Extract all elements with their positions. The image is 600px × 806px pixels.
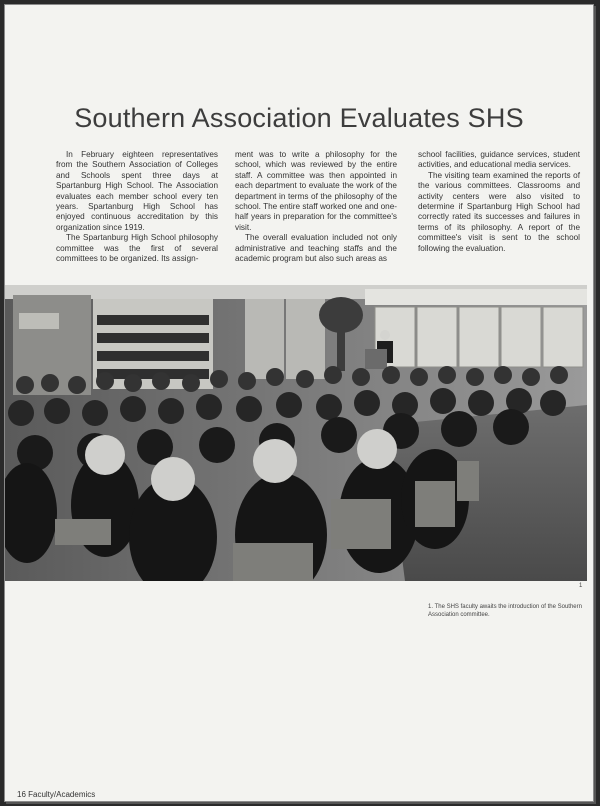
article-column-1 — [56, 150, 218, 264]
article-paragraph: The visiting team examined the reports of the various committees. Classrooms and activity centers were also visited to determine if Spartanburg High School had correctly rated its successes and failures in terms of its philosophy. A report of the committee's visit is sent to the school following the evaluation. — [418, 170, 580, 253]
page-title: Southern Association Evaluates SHS — [74, 103, 524, 133]
library-audience-illustration — [5, 285, 587, 581]
yearbook-page — [4, 4, 594, 802]
article-paragraph: ment was to write a philosophy for the school, which was reviewed by the entire staff. A committee was then appointed in each department to evaluate the work of the department in terms of the philosophy of the school. The entire staff worked one and one-half years in preparation for the committee's visit. — [235, 150, 397, 232]
page-footer: 16 Faculty/Academics — [17, 790, 96, 799]
article-paragraph: school facilities, guidance services, student activities, and educational media services. — [418, 150, 580, 170]
faculty-meeting-photo — [5, 285, 587, 581]
article-column-2 — [235, 150, 397, 264]
article-paragraph: The overall evaluation included not only administrative and teaching staffs and the academic program but also such areas as — [235, 233, 397, 264]
article-paragraph: In February eighteen representatives from the Southern Association of Colleges and Schools spent three days at Spartanburg High School. The Association evaluates each member school every ten years. Spartanburg High School has enjoyed continuous accreditation by this organization since 1919. — [56, 150, 218, 232]
photo-number: 1 — [579, 583, 583, 589]
article-column-3 — [418, 150, 580, 254]
photo-caption: 1. The SHS faculty awaits the introduction of the Southern Association committee. — [428, 604, 582, 618]
article-paragraph: The Spartanburg High School philosophy committee was the first of several committees to be organized. Its assign- — [56, 233, 218, 264]
